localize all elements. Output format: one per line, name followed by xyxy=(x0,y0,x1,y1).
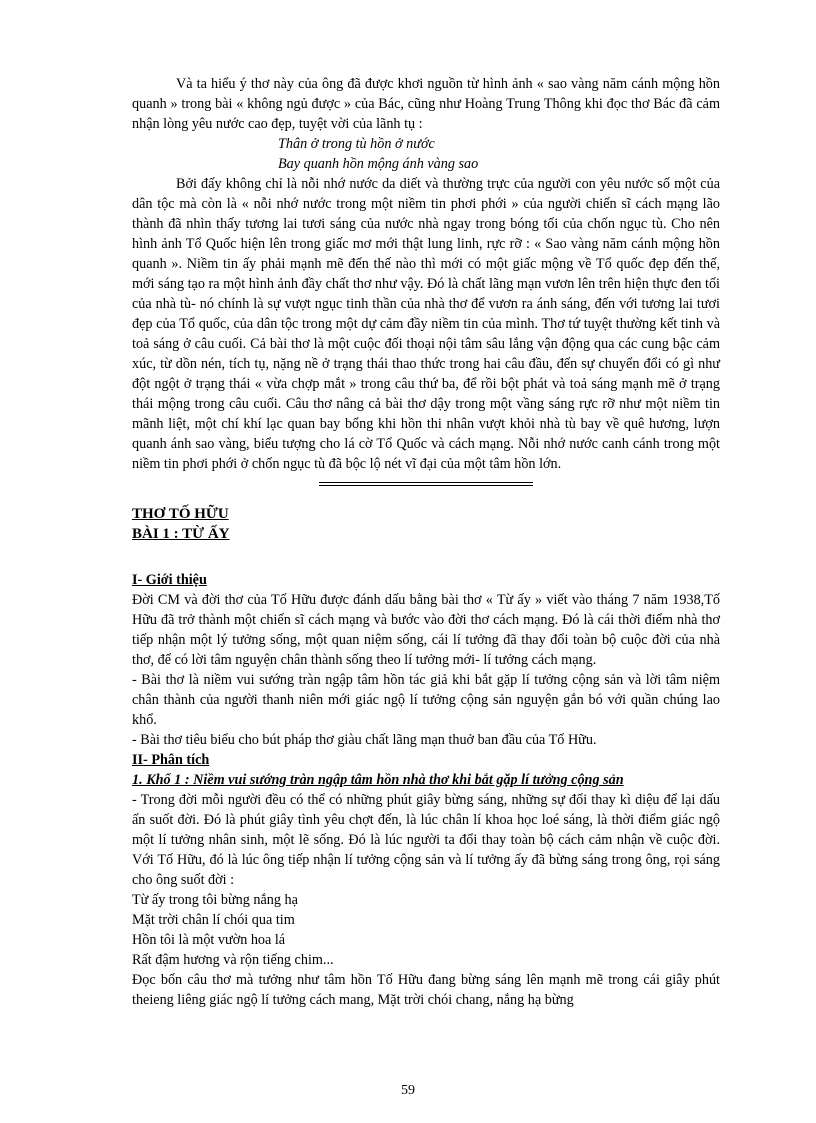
poem-line-3: Hồn tôi là một vườn hoa lá xyxy=(132,932,286,948)
poem-line-2: Mặt trời chân lí chói qua tim xyxy=(132,912,295,928)
section1-paragraph-3: - Bài thơ tiêu biểu cho bút pháp thơ giàu chất lãng mạn thuở ban đầu của Tố Hữu. xyxy=(132,732,597,748)
spacer xyxy=(132,544,720,570)
section1-paragraph-1: Đời CM và đời thơ của Tố Hữu được đánh dấu bằng bài thơ « Từ ấy » viết vào tháng 7 năm 1938,Tố Hữu đã trở thành một chiến sĩ cách mạng và bước vào đời thơ cách mạng. Đó là cái thời điểm nhà thơ tiếp nhận một lý tưởng sống, một quan niệm sống, cái lí tưởng đã thay đổi toàn bộ cuộc đời của nhà thơ, để có lời tâm nguyện chân thành sống theo lí tưởng mới- lí tưởng cách mạng. xyxy=(132,592,720,668)
quote-line-1: Thân ở trong tù hồn ở nước xyxy=(278,136,435,152)
page-number: 59 xyxy=(401,1083,415,1098)
section-title-phan-tich: II- Phân tích xyxy=(132,752,210,768)
subsection-title-kho-1: 1. Khổ 1 : Niềm vui sướng tràn ngập tâm hồn nhà thơ khi bắt gặp lí tưởng cộng sản xyxy=(132,772,624,788)
subsection1-paragraph: - Trong đời mỗi người đều có thể có những phút giây bừng sáng, những sự đổi thay kì diệu để lại dấu ấn suốt đời. Đó là phút giây tình yêu chợt đến, là lúc chân lí khoa học loé sáng, là thời điểm giác ngộ một lí tưởng nhân sinh, một lẽ sống. Đó là lúc người ta đổi thay toàn bộ cách cảm nhận về cuộc đời. Với Tố Hữu, đó là lúc ông tiếp nhận lí tưởng cộng sản và lí tưởng ấy đã bừng sáng trong ông, rọi sáng cho ông suốt đời : xyxy=(132,792,720,888)
section-divider xyxy=(319,482,533,486)
section-title-gioi-thieu: I- Giới thiệu xyxy=(132,572,207,588)
poem-line-4: Rất đậm hương và rộn tiếng chim... xyxy=(132,952,334,968)
heading-bai-1: BÀI 1 : TỪ ẤY xyxy=(132,526,230,542)
document-page xyxy=(132,74,720,1010)
quote-line-2: Bay quanh hồn mộng ánh vàng sao xyxy=(278,156,479,172)
section1-paragraph-2: - Bài thơ là niềm vui sướng tràn ngập tâm hồn tác giả khi bắt gặp lí tưởng cộng sản và lời tâm niệm chân thành của người thanh niên mới giác ngộ lí tưởng cộng sản nguyện gắn bó với quần chúng lao khổ. xyxy=(132,672,720,728)
paragraph-analysis: Bởi đấy không chỉ là nỗi nhớ nước da diết và thường trực của người con yêu nước số một của dân tộc mà còn là « nỗi nhớ nước trong một niềm tin phơi phới » của người chiến sĩ cách mạng lão thành đã nhìn thấy tương lai tươi sáng của nước nhà ngay trong bóng tối của chốn ngục tù. Cho nên hình ảnh Tổ Quốc hiện lên trong giấc mơ mới thật lung linh, rực rỡ : « Sao vàng năm cánh mộng hồn quanh ». Niềm tin ấy phải mạnh mẽ đến thế nào thì mới có một giấc mộng về Tổ quốc đẹp đến thế, mới sáng tạo ra một hình ảnh đầy chất thơ như vậy. Đó là chất lãng mạn vươn lên trên hiện thực đen tối của nhà tù- nó chính là sự vượt ngục tinh thần của nhà thơ để vươn ra ánh sáng, đến với tương lai tươi đẹp của Tổ quốc, của dân tộc trong một dự cảm đầy niềm tin của mình. Thơ tứ tuyệt thường kết tinh và toả sáng ở câu cuối. Cả bài thơ là một cuộc đối thoại nội tâm sâu lắng vận động qua các cung bậc cảm xúc, từ dồn nén, tích tụ, nặng nề ở trạng thái thao thức trong hai câu đầu, đến sự chuyển đổi có gì như đột ngột ở trạng thái « vừa chợp mắt » trong câu thứ ba, để rồi bột phát và toả sáng mạnh mẽ ở trạng thái mộng trong câu cuối. Câu thơ nâng cả bài thơ dậy trong một vầng sáng rực rỡ như một niềm tin mãnh liệt, một chí khí lạc quan bay bổng khi hồn thi nhân vượt khỏi nhà tù bay về quê hương, lượn quanh ánh sao vàng, biểu tượng cho lá cờ Tổ Quốc và cách mạng. Nỗi nhớ nước canh cánh trong một niềm tin phơi phới ở chốn ngục tù đã bộc lộ nét vĩ đại của một tâm hồn lớn. xyxy=(132,176,720,472)
heading-tho-to-huu: THƠ TỐ HỮU xyxy=(132,506,229,522)
poem-line-1: Từ ấy trong tôi bừng nắng hạ xyxy=(132,892,298,908)
closing-paragraph: Đọc bốn câu thơ mà tưởng như tâm hồn Tố Hữu đang bừng sáng lên mạnh mẽ trong cái giây phút theieng liêng giác ngộ lí tưởng cách mang, Mặt trời chói chang, nắng hạ bừng xyxy=(132,972,720,1008)
paragraph-intro: Và ta hiểu ý thơ này của ông đã được khơi nguồn từ hình ảnh « sao vàng năm cánh mộng hồn quanh » trong bài « không ngủ được » của Bác, cũng như Hoàng Trung Thông khi đọc thơ Bác đã cảm nhận lòng yêu nước cao đẹp, tuyệt vời của lãnh tụ : xyxy=(132,76,720,132)
